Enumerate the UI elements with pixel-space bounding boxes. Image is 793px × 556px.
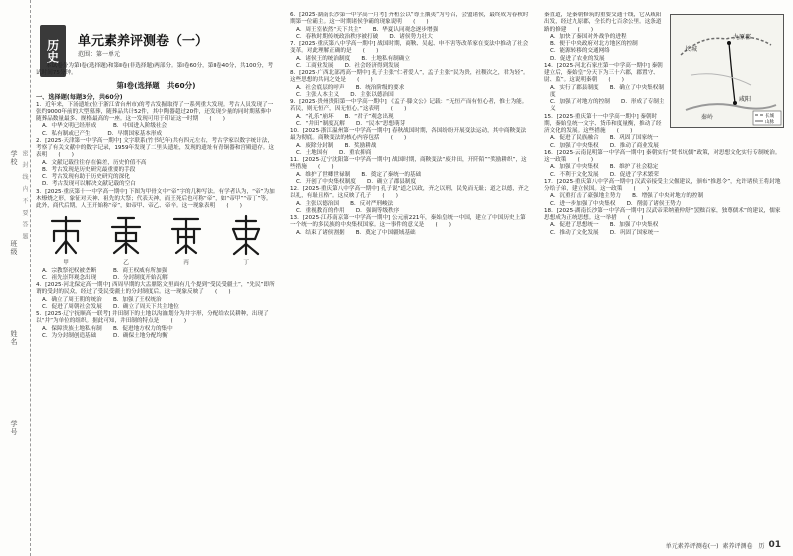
map-label: 秦岭 — [701, 114, 714, 121]
footer-label: 单元素养评测卷(一) — [665, 542, 719, 550]
glyph-di-2-icon — [104, 213, 148, 257]
question-text: 7．[2025·重庆第八中学高一期中] 战国时期，商鞅、吴起、申不害等改革家在变法中推动了社会变革。对此理解正确的是 ( ) — [290, 41, 529, 55]
glyph-captions — [36, 260, 276, 267]
answer-option: C．主张人本主义 D．主张以德治国 — [296, 91, 394, 98]
answer-option: A．加强了中央集权 B．维护了社会稳定 — [550, 164, 659, 171]
glyph-di-4-icon — [224, 213, 268, 257]
answer-option: A．维护了世卿世禄制 B．奠定了秦统一的基础 — [296, 171, 422, 178]
answer-option: C．能源转移的交通网络 — [550, 48, 610, 55]
answer-option: C．加强了中央集权 D．推动了商业发展 — [550, 142, 659, 149]
answer-option: A．文献记载往往存在偏差，历史价值不高 — [42, 159, 147, 166]
answer-option: C．土地国有 D．重农抑商 — [296, 149, 372, 156]
question-text: 5．[2025·辽宁抚顺高一联考] 井田制下的土地以沟洫划分为井字形，分配给农民耕种，出现了以“井”为单位的组织。据此可知，井田制的特点是 ( ) — [36, 311, 269, 325]
answer-option: A．废除分封制 B．奖励耕战 — [296, 142, 377, 149]
answer-option: C．考古发现有助于历史研究的深化 — [42, 174, 130, 180]
glyph-caption: 丙 — [183, 260, 189, 267]
answer-option: C．不利于文化发展 D．促进了学术繁荣 — [550, 171, 659, 178]
answer-option: C．加强了对地方的控制 D．形成了专制主义 — [550, 99, 665, 113]
city-marker — [733, 101, 737, 105]
school-label: 学校 — [10, 150, 18, 166]
answer-option: A．主张以德治国 B．反对严刑峻法 — [296, 200, 394, 207]
legend-label: 长城 — [765, 114, 774, 119]
answer-option: C．重视教育的作用 D．强调等级秩序 — [296, 207, 400, 214]
footer-subject: 素养评测卷 历 — [722, 542, 765, 550]
question-text: 13．[2025·江苏南京第一中学高一期中] 公元前221年，秦始皇统一中国，建立了中国历史上第一个统一的多民族的中央集权国家。这一事件的意义是 ( ) — [290, 215, 526, 229]
answer-option: A．加快了秦国对外战争的进程 — [550, 33, 627, 40]
seal-line-text: 密 封 线 内 不 要 答 题 — [21, 150, 28, 242]
answer-option: C．祖先崇拜观念出现 D．分封制度开始瓦解 — [42, 274, 168, 281]
question-text: 6．[2025·湖南长沙第一中学高一月考] 齐桓公以“尊王攘夷”为号召，会盟诸侯，最终成为春秋时期第一位霸主。这一时期诸侯争霸的现象说明 ( ) — [290, 12, 529, 26]
question-text: 15．[2025·重庆第十一中学高一期中] 秦朝时期，秦始皇统一文字、货币和度量衡，推动了经济文化的发展。这些措施 ( ) — [544, 113, 662, 134]
page-title: 单元素养评测卷（一） — [78, 34, 209, 49]
scope-text: 范围：第一单元 — [78, 51, 121, 58]
answer-option: A．诸侯王的统治制度 B．土地私有制确立 — [296, 55, 410, 62]
page-footer — [666, 540, 781, 550]
question-text: 8．[2025·广西北部湾高一期中] 孔子主张“仁者爱人”，孟子主张“民为贵，社稷次之，君为轻”。这些思想的共同之处是 ( ) — [290, 70, 529, 84]
answer-option: A．沉重打击了豪强地主势力 B．增强了中央对地方的控制 — [550, 193, 704, 200]
binding-strip — [0, 0, 31, 556]
question-text: 秦直道，是秦朝修筑的重要交通干线，它从咸阳出发，经过九原郡，全长约七百余公里。这条道路的修建 ( ) — [544, 12, 662, 33]
answer-option: D．促进了农业的发展 — [550, 55, 605, 62]
answer-option: B．便于中央政府对北方地区的控制 — [550, 41, 638, 47]
glyph-caption: 甲 — [63, 260, 69, 267]
section-heading: 一、选择题(每题3分，共60分) — [36, 93, 123, 101]
question-text: 10．[2025·浙江温州第一中学高一期中] 春秋战国时期，各国纷纷开展变法运动，其中商鞅变法最为彻底。商鞅变法的核心内容包括 ( ) — [290, 128, 527, 142]
answer-option: B．考古发现是历史研究最重要的手段 — [42, 166, 136, 173]
answer-option: D．考古发现可以解决文献记载的空白 — [42, 181, 136, 188]
question-text: 1．近年来，下汤遗址(位于浙江省台州市)的考古发掘取得了一系列重大发现。考古人员发现了一张约9000年前的大型墓葬，随葬品共计52件，其中陶器超过20件，还发现少量的同时期墓葬中随葬品数量最多、规格最高的一座。这一发现可用于印证这一时期 ( ) — [36, 101, 274, 122]
question-text: 4．[2025·河北保定高一期中] 西周早期的大盂鼎铭文里面有几个提到“受民受疆土”，“先民”即所谓的受封的民众，经过了受民受疆土的分封制度后。这一现象反映了 ( ) — [36, 282, 275, 296]
answer-option: A．中华文明已经形成 B．中国进入阶级社会 — [42, 123, 168, 130]
question-text: 3．[2025·重庆第十一中学高一期中] 下图为甲骨文中“帝”字的几种写法。有学者认为，“帝”为加木燎烧之形，象征对天神、祖先的大祭；代表天神，而王死后也可称“帝”，如“帝甲”“帝丁”等。此外，商代后期，人王开始称“帝”，如帝甲、帝乙、帝辛。这一现象表明 ( ) — [36, 188, 275, 209]
answer-option: A．宗教祭祀权被垄断 B．商王权威有所加强 — [42, 267, 168, 274]
map-label: 咸阳 — [739, 96, 752, 103]
glyph-di-1-icon — [44, 213, 88, 257]
question-text: 12．[2025·重庆第八中学高一期中] 孔子说“道之以政，齐之以刑，民免而无耻；道之以德，齐之以礼，有耻且格”。这反映了孔子 ( ) — [290, 186, 530, 200]
glyph-caption: 丁 — [243, 260, 249, 267]
answer-option: C．春秋时期传统政治秩序被打破 D．诸侯势力壮大 — [296, 33, 433, 40]
answer-option: C．进一步加强了中央集权 D．削弱了诸侯王势力 — [550, 200, 682, 207]
qin-map-figure — [670, 14, 784, 128]
column-1 — [36, 12, 276, 542]
map-label: 九原郡 — [733, 34, 752, 41]
answer-option: C．私有制或已产生 D．早期国家基本形成 — [42, 130, 163, 137]
question-text: 18．[2025·湖南长沙第一中学高一期中] 汉武帝采纳董仲舒“罢黜百家，独尊儒术”的建议，儒家思想成为正统思想。这一举措 ( ) — [544, 207, 781, 221]
answer-option: C．推动了文化发展 D．巩固了国家统一 — [550, 229, 659, 236]
question-text: 2．[2025·天津第一中学高一期中] 文字联系(竹书纪年)共有四元左右，考古学家以数字统计法，考察了有关文献中的数字记录，1959年发现了二里头遗址，发现的遗址有青铜器和宫殿遗存。这表明 ( ) — [36, 137, 274, 159]
map-label: 长城 — [685, 46, 698, 53]
oracle-bone-glyphs — [36, 213, 276, 257]
part-heading: 第Ⅰ卷(选择题 共60分) — [116, 80, 196, 90]
intro-text: 本试卷分为第Ⅰ卷(选择题)和第Ⅱ卷(非选择题)两部分。第Ⅰ卷60分，第Ⅱ卷40分，共100分，考试时间75分钟。 — [36, 63, 274, 77]
page-number: 01 — [768, 540, 781, 550]
question-text: 14．[2025·河北石家庄第一中学高一期中] 秦朝建立后，秦始皇“分天下为三十六郡，郡置守、尉、监”。这说明秦朝 ( ) — [544, 62, 663, 84]
answer-option: A．“礼乐”崩坏 B．“君子”观念出现 — [296, 113, 394, 120]
answer-option: C．为分封制创造基础 D．确保土地分配均衡 — [42, 332, 168, 339]
answer-option: A．确立了周王朝的统治 B．加强了王权统治 — [42, 296, 162, 303]
number-label: 学号 — [10, 420, 18, 436]
answer-option: A．周王室依然“天下共主” B．华夏认同观念逐步增强 — [296, 26, 439, 33]
answer-option: C．“井田”制度瓦解 D．“民本”思想萌芽 — [296, 120, 406, 127]
answer-option: C．开创了中央集权制度 D．确立了郡县制度 — [296, 178, 417, 185]
answer-option: A．结束了诸侯割据 B．奠定了中国疆域基础 — [296, 229, 416, 236]
question-text: 16．[2025·云南昆明第一中学高一期中] 秦朝实行“焚书坑儒”政策，对思想文化实行专制统治。这一政策 ( ) — [544, 149, 781, 163]
glyph-caption: 乙 — [123, 260, 129, 267]
answer-option: A．实行了郡县制度 B．确立了中央集权制度 — [550, 84, 664, 98]
answer-option: C．促进了周朝社会发展 D．确立了周天下共主地位 — [42, 303, 179, 310]
column-3 — [544, 12, 784, 542]
question-text: 11．[2025·辽宁沈阳第一中学高一期中] 战国时期，商鞅变法“废井田，开阡陌”“奖励耕织”，这些措施 ( ) — [290, 157, 527, 171]
city-marker — [727, 41, 731, 45]
answer-option: A．促进了民族融合 B．巩固了国家统一 — [550, 135, 659, 142]
name-label: 姓名 — [10, 330, 18, 346]
question-text: 17．[2025·重庆第八中学高一期中] 汉武帝接受主父偃建议，颁布“推恩令”，允许诸侯王将封地分给子弟，建立侯国。这一政策 ( ) — [544, 178, 781, 192]
column-2 — [290, 12, 530, 542]
answer-option: A．社会底层的呼声 B．统治阶级的要求 — [296, 84, 405, 91]
answer-option: A．促进了思想统一 B．加强了中央集权 — [550, 222, 659, 229]
subject-badge: 历史 — [40, 25, 66, 77]
legend-label: 山脉 — [765, 120, 774, 125]
answer-option: A．保障贵族土地私有制 B．促进地方权力的集中 — [42, 325, 173, 332]
question-text: 9．[2025·贵州贵阳第一中学高一期中] 《孟子·滕文公》记载：“无恒产而有恒心者，惟士为能。若民，则无恒产，因无恒心。”这表明 ( ) — [290, 99, 528, 113]
class-label: 班级 — [10, 240, 18, 256]
glyph-di-3-icon — [164, 213, 208, 257]
answer-option: C．工商业发展 D．社会经济得到发展 — [296, 62, 400, 69]
